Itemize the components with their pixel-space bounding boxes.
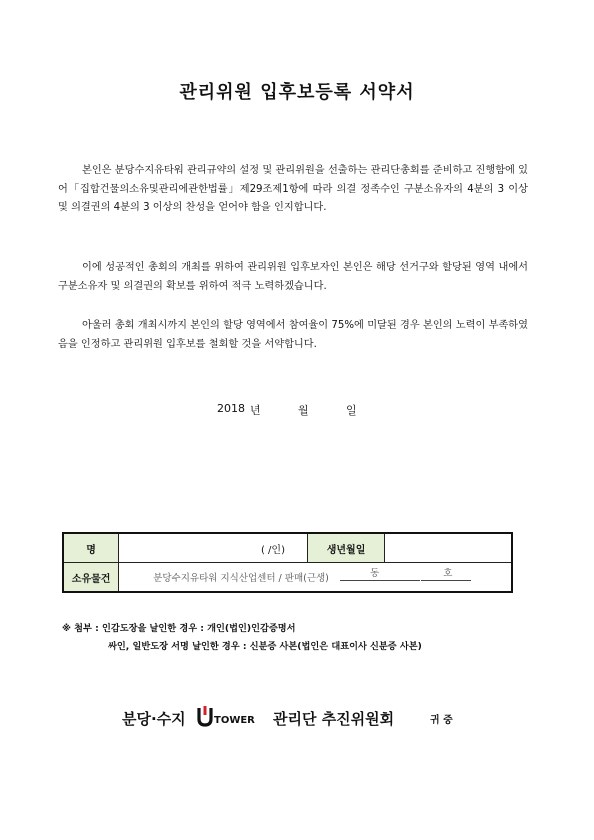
- paragraph-intro: 본인은 분당수지유타워 관리규약의 설정 및 관리위원을 선출하는 관리단총회를 준비하고 진행함에 있어「집합건물의소유및관리에관한법률」제29조제1항에 따라 의결 정족수인 구분소유자의 4분의 3 이상 및 의결권의 4분의 3 이상의 찬성을 얻어야 함을 인지합니다.: [58, 165, 528, 214]
- applicant-info-table: [62, 532, 513, 593]
- date-month-unit: 월: [298, 404, 309, 417]
- date-year-unit: 년: [250, 404, 261, 417]
- table-row-property: [63, 563, 512, 593]
- date-day-unit: 일: [346, 404, 357, 417]
- dong-unit: 동: [370, 568, 380, 579]
- name-label: 명: [63, 533, 119, 563]
- document-title: 관리위원 입후보등록 서약서: [179, 82, 415, 103]
- attachment-note-alt: 싸인, 일반도장 서명 날인한 경우 : 신분증 사본(법인은 대표이사 신분증 사본): [108, 641, 422, 652]
- date-year: 2018: [217, 402, 245, 415]
- birthdate-field[interactable]: [385, 533, 512, 563]
- birthdate-label: 생년월일: [307, 533, 385, 563]
- paragraph-withdrawal: 아울러 총회 개최시까지 본인의 할당 영역에서 참여율이 75%에 미달된 경우 본인의 노력이 부족하였음을 인정하고 관리위원 입후보를 철회할 것을 서약합니다.: [58, 320, 528, 350]
- paragraph-commitment: 이에 성공적인 총회의 개최를 위하여 관리위원 입후보자인 본인은 해당 선거구와 할당된 영역 내에서 구분소유자 및 의결권의 확보를 위하여 적극 노력하겠습니다.: [58, 262, 528, 292]
- utower-logo-icon: [196, 706, 270, 728]
- name-field[interactable]: [119, 533, 308, 563]
- utower-logo: [196, 706, 270, 732]
- dong-ho-blank[interactable]: [340, 568, 420, 581]
- footer-committee: 관리단 추진위원회: [273, 710, 395, 728]
- footer-suffix: 귀 중: [430, 715, 453, 726]
- property-label: 소유물건: [63, 563, 119, 593]
- table-row-name: [63, 533, 512, 563]
- property-field[interactable]: [119, 563, 512, 593]
- seal-mark: ( /인): [260, 544, 285, 556]
- footer-location: 분당·수지: [122, 710, 186, 728]
- logo-tower-text: TOWER: [214, 715, 255, 726]
- attachment-note: ※ 첨부 : 인감도장을 날인한 경우 : 개인(법인)인감증명서: [62, 623, 296, 634]
- ho-unit: 호: [443, 568, 453, 579]
- ho-blank[interactable]: [421, 568, 471, 581]
- property-value: 분당수지유타워 지식산업센터 / 판매(근생): [153, 573, 329, 584]
